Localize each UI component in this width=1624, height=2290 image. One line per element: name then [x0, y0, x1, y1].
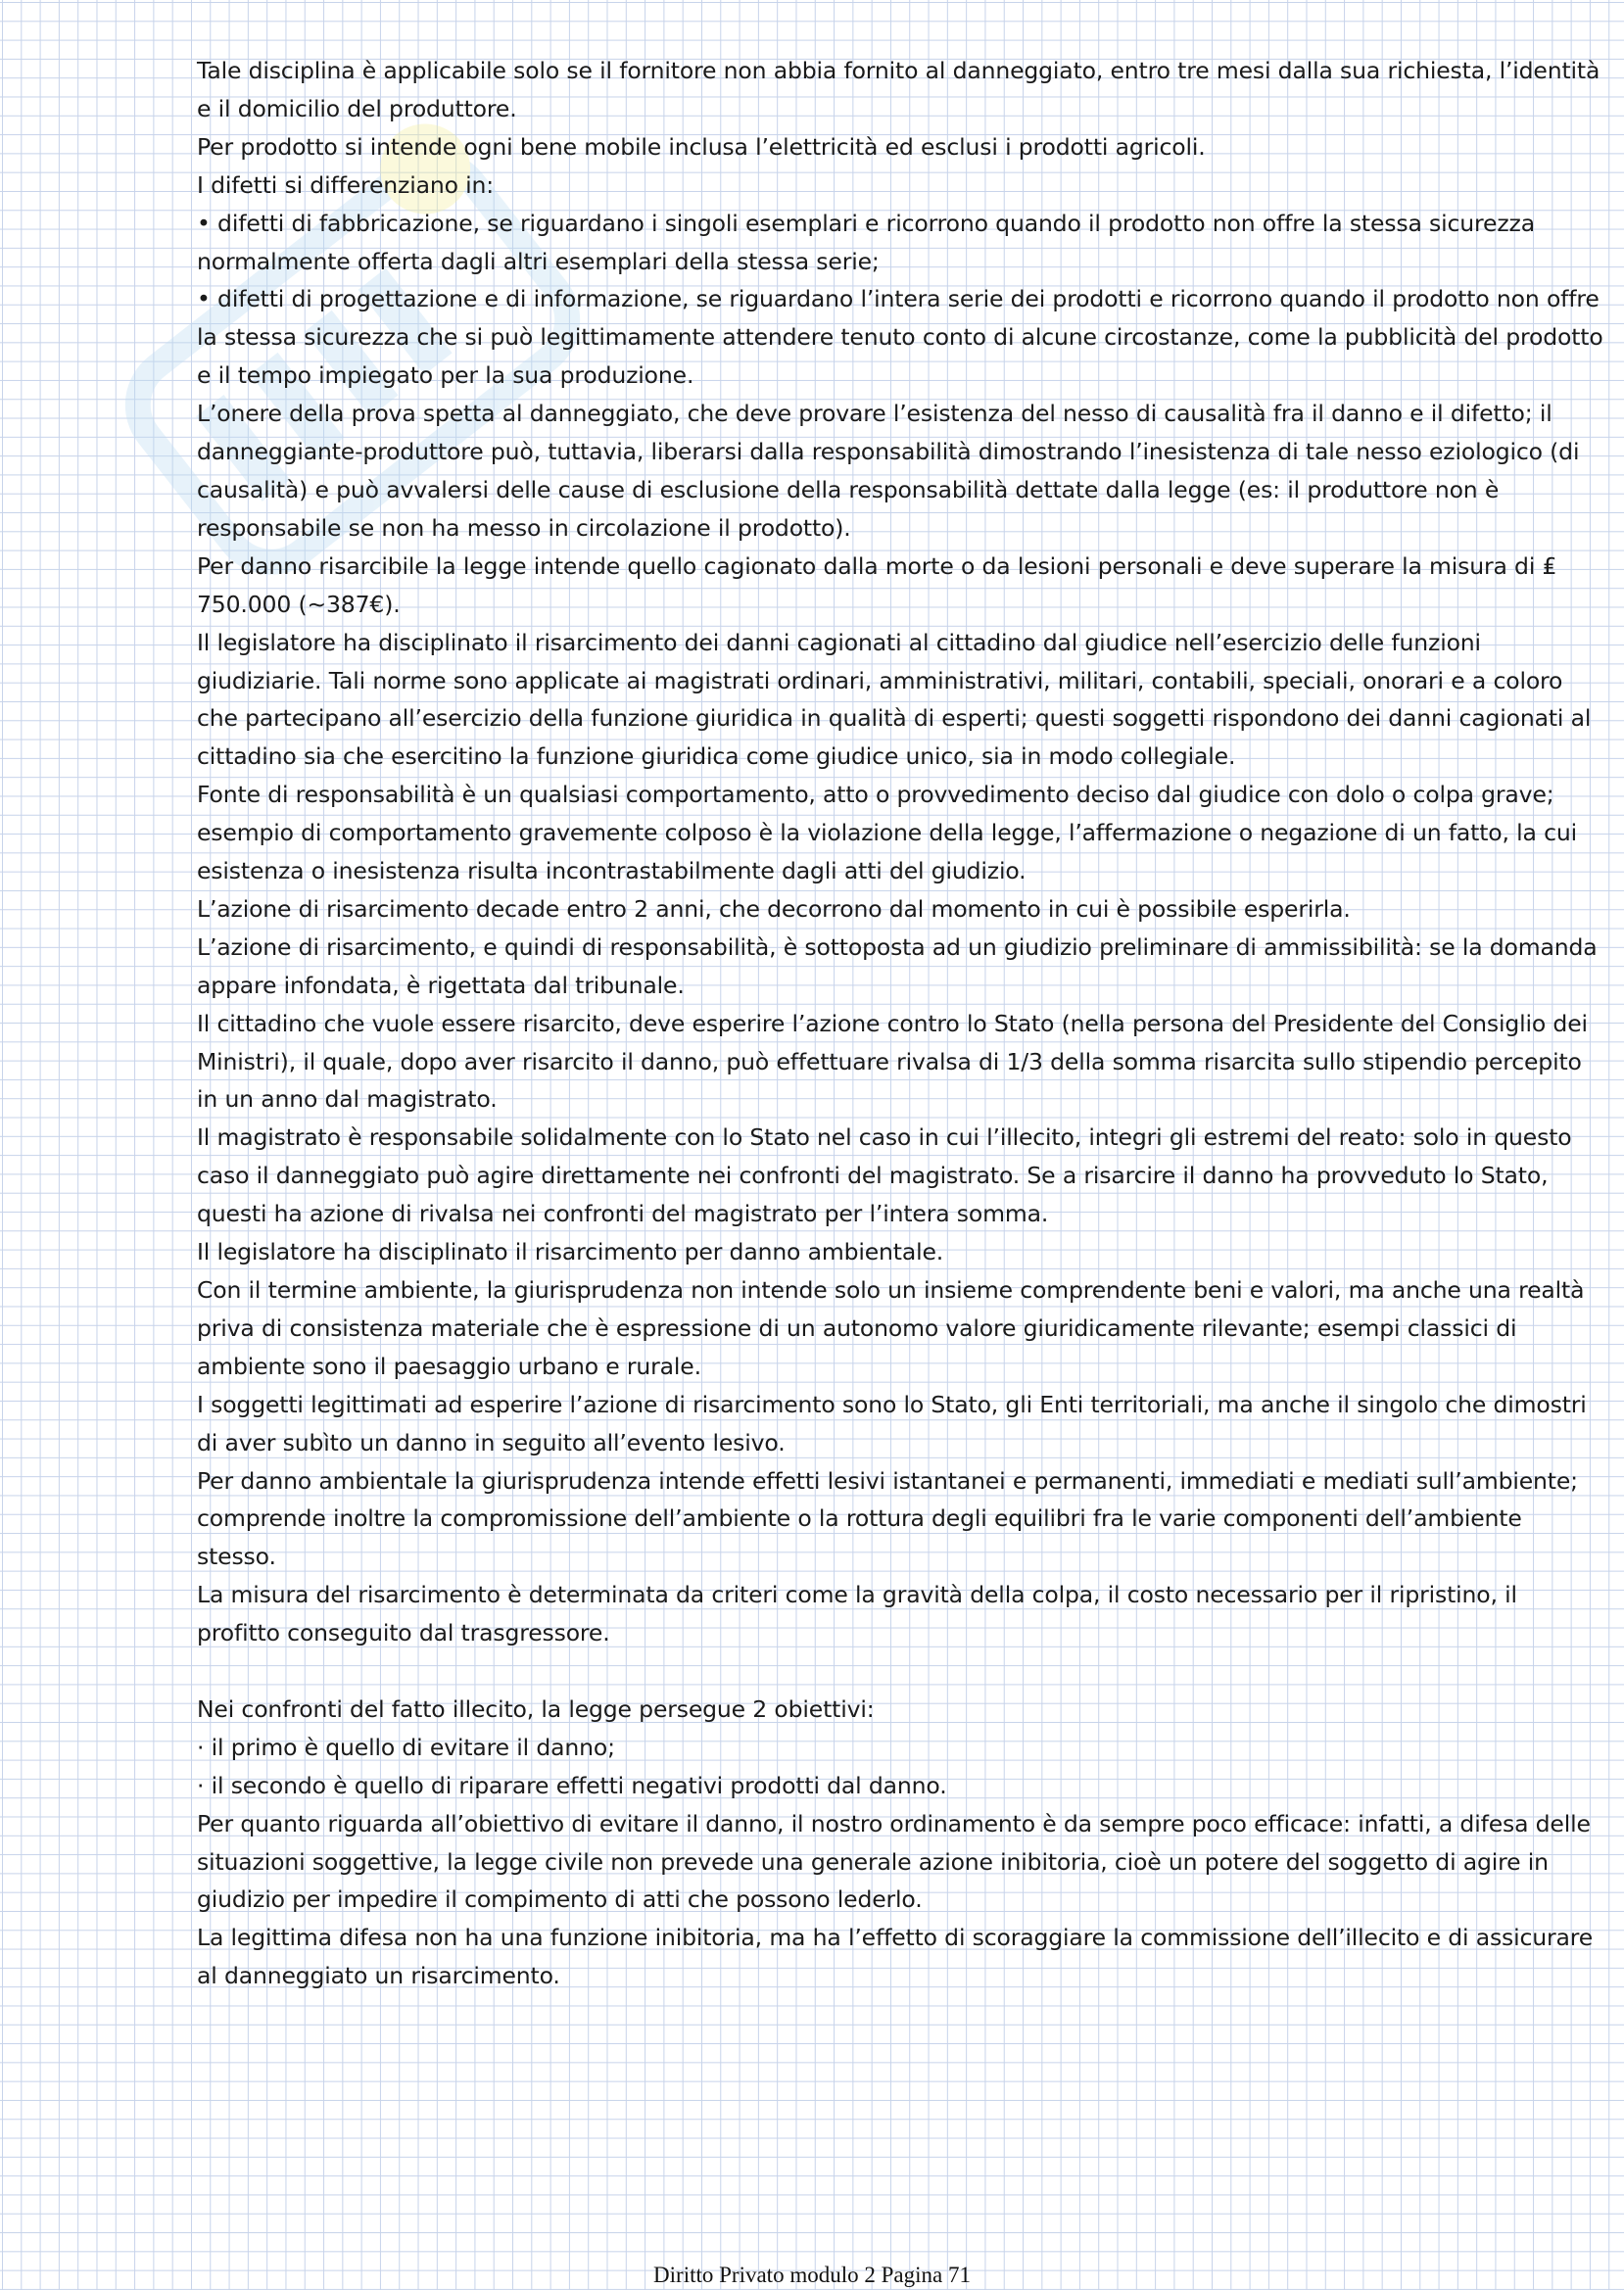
- paragraph: Per prodotto si intende ogni bene mobile inclusa l’elettricità ed esclusi i prodotti agricoli.: [197, 132, 1206, 161]
- paragraph: L’azione di risarcimento decade entro 2 anni, che decorrono dal momento in cui è possibile esperirla.: [197, 894, 1351, 923]
- paragraph: Fonte di responsabilità è un qualsiasi comportamento, atto o provvedimento deciso dal giudice con dolo o colpa grave; esempio di comportamento gravemente colposo è la violazione della legge, l’affermazione o negazione di un fatto, la cui esistenza o inesistenza risulta incontrastabilmente dagli atti del giudizio.: [197, 781, 1578, 885]
- paragraph: Il legislatore ha disciplinato il risarcimento per danno ambientale.: [197, 1238, 944, 1266]
- paragraph: Il magistrato è responsabile solidalmente con lo Stato nel caso in cui l’illecito, integri gli estremi del reato: solo in questo caso il danneggiato può agire direttamente nei confronti del magistrato. Se a risarcire il danno ha provveduto lo Stato, questi ha azione di rivalsa nei confronti del magistrato per l’intera somma.: [197, 1123, 1572, 1228]
- paragraph: Il cittadino che vuole essere risarcito, deve esperire l’azione contro lo Stato (nella persona del Presidente del Consiglio dei Ministri), il quale, dopo aver risarcito il danno, può effettuare rivalsa di 1/3 della somma risarcita sullo stipendio percepito in un anno dal magistrato.: [197, 1009, 1588, 1114]
- blank-line: [197, 1652, 1603, 1691]
- paragraph: I difetti si differenziano in:: [197, 170, 495, 199]
- paragraph: Il legislatore ha disciplinato il risarcimento dei danni cagionati al cittadino dal giudice nell’esercizio delle funzioni giudiziarie. Tali norme sono applicate ai magistrati ordinari, amministrativi, militari, contabili, speciali, onorari e a coloro che partecipano all’esercizio della funzione giuridica in qualità di esperti; questi soggetti rispondono dei danni cagionati al cittadino sia che esercitino la funzione giuridica come giudice unico, sia in modo collegiale.: [197, 628, 1592, 771]
- paragraph: La misura del risarcimento è determinata da criteri come la gravità della colpa, il costo necessario per il ripristino, il profitto conseguito dal trasgressore.: [197, 1581, 1517, 1647]
- page-footer: Diritto Privato modulo 2 Pagina 71: [653, 2263, 971, 2287]
- list-item: · il primo è quello di evitare il danno;: [197, 1729, 1603, 1767]
- paragraph: L’onere della prova spetta al danneggiato, che deve provare l’esistenza del nesso di causalità fra il danno e il difetto; il danneggiante-produttore può, tuttavia, liberarsi dalla responsabilità dimostrando l’inesistenza di tale nesso eziologico (di causalità) e può avvalersi delle cause di esclusione della responsabilità dettate dalla legge (es: il produttore non è responsabile se non ha messo in circolazione il prodotto).: [197, 400, 1580, 542]
- bullet-item: • difetti di progettazione e di informazione, se riguardano l’intera serie dei prodotti e ricorrono quando il prodotto non offre la stessa sicurezza che si può legittimamente attendere tenuto conto di alcune circostanze, come la pubblicità del prodotto e il tempo impiegato per la sua produzione.: [197, 280, 1603, 395]
- paragraph: Con il termine ambiente, la giurisprudenza non intende solo un insieme comprendente beni e valori, ma anche una realtà priva di consistenza materiale che è espressione di un autonomo valore giuridicamente rilevante; esempi classici di ambiente sono il paesaggio urbano e rurale.: [197, 1276, 1585, 1380]
- paragraph: I soggetti legittimati ad esperire l’azione di risarcimento sono lo Stato, gli Enti territoriali, ma anche il singolo che dimostri di aver subìto un danno in seguito all’evento lesivo.: [197, 1390, 1587, 1456]
- paragraph: Tale disciplina è applicabile solo se il fornitore non abbia fornito al danneggiato, entro tre mesi dalla sua richiesta, l’identità e il domicilio del produttore.: [197, 57, 1600, 122]
- paragraph: Per danno ambientale la giurisprudenza intende effetti lesivi istantanei e permanenti, immediati e mediati sull’ambiente; comprende inoltre la compromissione dell’ambiente o la rottura degli equilibri fra le varie componenti dell’ambiente stesso.: [197, 1466, 1578, 1571]
- paragraph: Per danno risarcibile la legge intende quello cagionato dalla morte o da lesioni personali e deve superare la misura di ₤ 750.000 (∼387€).: [197, 551, 1557, 618]
- bullet-item: • difetti di fabbricazione, se riguardano i singoli esemplari e ricorrono quando il prodotto non offre la stessa sicurezza normalmente offerta dagli altri esemplari della stessa serie;: [197, 205, 1603, 281]
- paragraph: Nei confronti del fatto illecito, la legge persegue 2 obiettivi:: [197, 1694, 875, 1723]
- list-item: · il secondo è quello di riparare effetti negativi prodotti dal danno.: [197, 1767, 1603, 1805]
- paragraph: L’azione di risarcimento, e quindi di responsabilità, è sottoposta ad un giudizio preliminare di ammissibilità: se la domanda appare infondata, è rigettata dal tribunale.: [197, 932, 1598, 999]
- paragraph: La legittima difesa non ha una funzione inibitoria, ma ha l’effetto di scoraggiare la commissione dell’illecito e di assicurare al danneggiato un risarcimento.: [197, 1924, 1594, 1990]
- paragraph: Per quanto riguarda all’obiettivo di evitare il danno, il nostro ordinamento è da sempre poco efficace: infatti, a difesa delle situazioni soggettive, la legge civile non prevede una generale azione inibitoria, cioè un potere del soggetto di agire in giudizio per impedire il compimento di atti che possono lederlo.: [197, 1809, 1591, 1914]
- page-body: [197, 52, 1603, 1995]
